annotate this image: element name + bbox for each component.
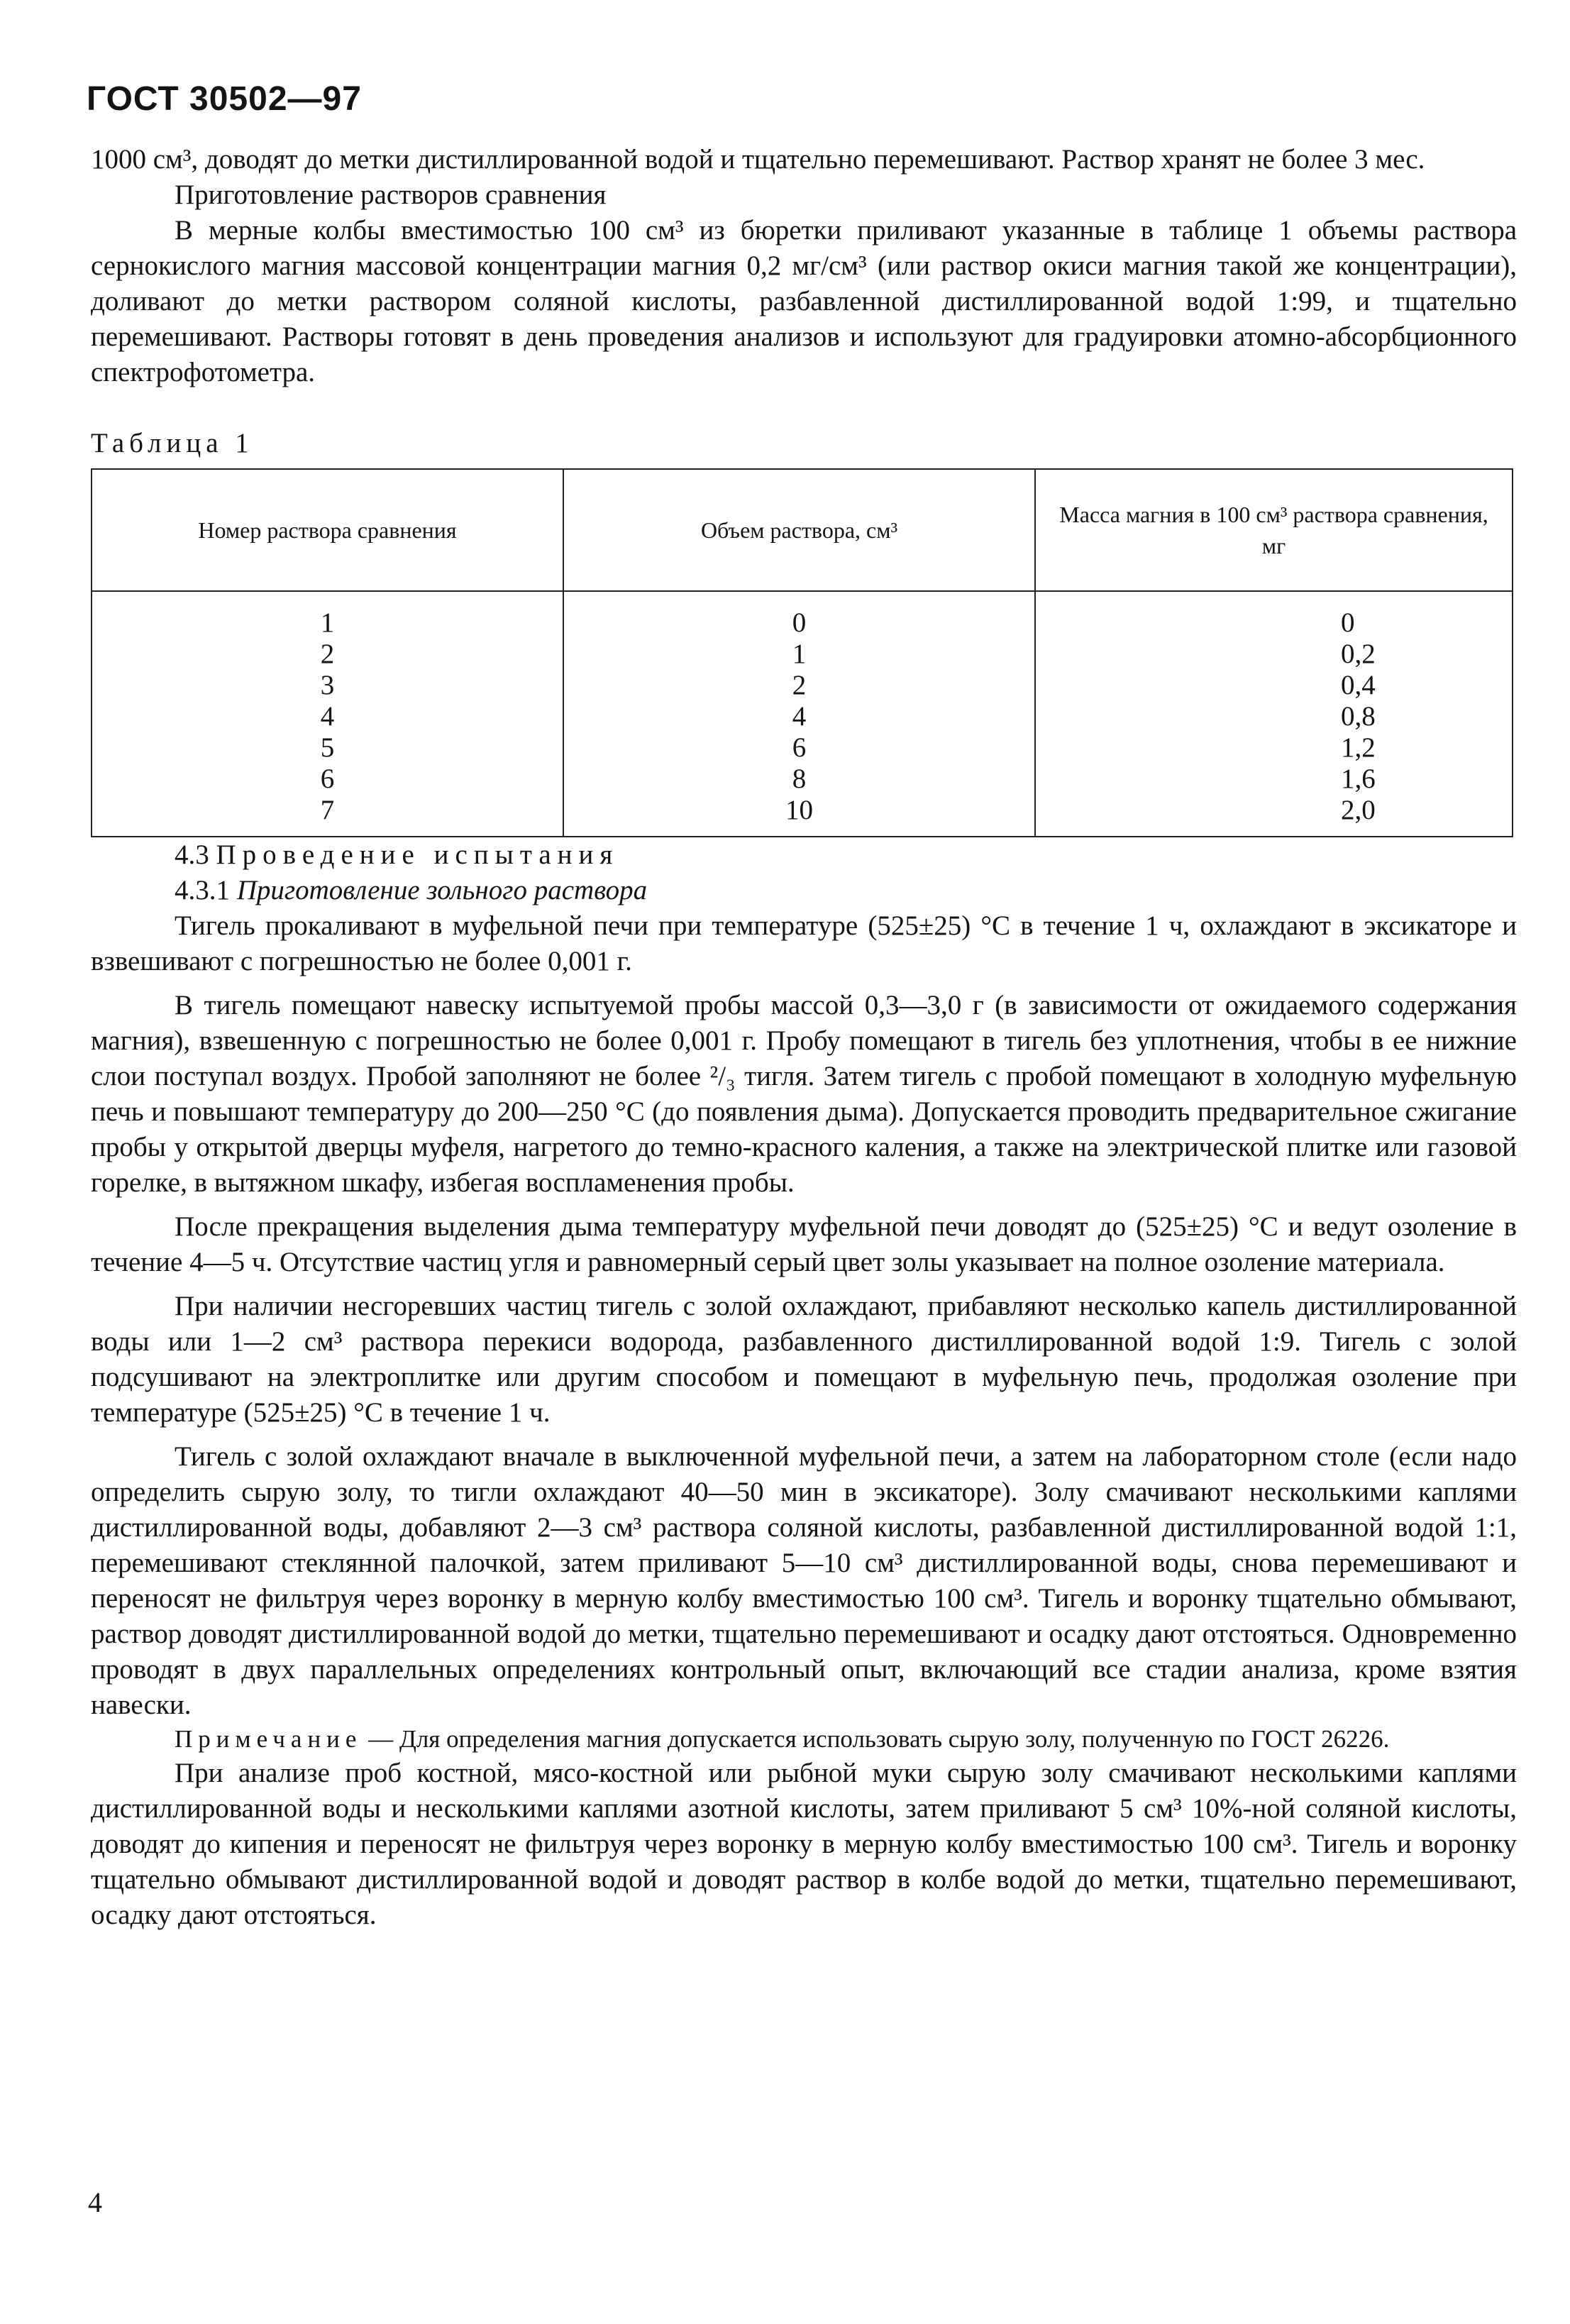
section-number: 4.3 — [175, 839, 209, 870]
paragraph-reference-solutions: В мерные колбы вместимостью 100 см³ из бюретки приливают указанные в таблице 1 объемы раствора сернокислого магния массовой концентрации магния 0,2 мг/см³ (или раствор окиси магния такой же концентрации), доливают до метки раствором соляной кислоты, разбавленной дистиллированной водой 1:99, и тщательно перемешивают. Растворы готовят в день проведения анализов и используют для градуировки атомно-абсорбционного спектрофотометра. — [91, 215, 1517, 387]
table-cell: 0,4 — [1035, 670, 1513, 701]
table-row — [92, 591, 1513, 639]
table-cell: 1 — [563, 639, 1035, 670]
paragraph-3: После прекращения выделения дыма температуру муфельной печи доводят до (525±25) °С и ведут озоление в течение 4—5 ч. Отсутствие частиц угля и равномерный серый цвет золы указывает на полное озоление материала. — [91, 1211, 1517, 1277]
column-header: Объем раствора, см³ — [563, 469, 1035, 591]
table-cell: 10 — [563, 795, 1035, 837]
paragraph-4: При наличии несгоревших частиц тигель с золой охлаждают, прибавляют несколько капель дистиллированной воды или 1—2 см³ раствора перекиси водорода, разбавленного дистиллированной водой 1:9. Тигель с золой подсушивают на электроплитке или другим способом и помещают в муфельную печь, продолжая озоление при температуре (525±25) °С в течение 1 ч. — [91, 1291, 1517, 1428]
paragraph-6: При анализе проб костной, мясо-костной или рыбной муки сырую золу смачивают несколькими каплями дистиллированной воды и несколькими каплями азотной кислоты, затем приливают 5 см³ 10%-ной соляной кислоты, доводят до кипения и переносят не фильтруя через воронку в мерную колбу вместимостью 100 см³. Тигель и воронку тщательно обмывают дистиллированной водой и доводят раствор в колбе водой до метки, тщательно перемешивают, осадку дают отстояться. — [91, 1758, 1517, 1930]
table-cell: 4 — [92, 701, 563, 732]
table-cell: 0 — [563, 591, 1035, 639]
table-row — [92, 795, 1513, 837]
table-row — [92, 732, 1513, 764]
page-number: 4 — [88, 2186, 102, 2218]
table-cell: 2 — [92, 639, 563, 670]
subheading-reference-solutions: Приготовление растворов сравнения — [175, 180, 607, 210]
subsection-heading-4-3-1 — [91, 873, 1517, 908]
table-cell: 6 — [563, 732, 1035, 764]
note-text: — Для определения магния допускается использовать сырую золу, полученную по ГОСТ 26226. — [362, 1725, 1390, 1753]
table-row — [92, 764, 1513, 795]
table-cell: 5 — [92, 732, 563, 764]
table-cell: 2,0 — [1035, 795, 1513, 837]
page-content — [91, 142, 1517, 1933]
note — [91, 1723, 1517, 1756]
paragraph-continuation: 1000 см³, доводят до метки дистиллированной водой и тщательно перемешивают. Раствор хранят не более 3 мес. — [91, 144, 1425, 175]
table-cell: 1 — [92, 591, 563, 639]
column-header: Номер раствора сравнения — [92, 469, 563, 591]
column-header: Масса магния в 100 см³ раствора сравнения, мг — [1035, 469, 1513, 591]
section-heading-4-3 — [91, 837, 1517, 873]
table-cell: 0 — [1035, 591, 1513, 639]
section-title: Проведение испытания — [216, 839, 619, 870]
table-1 — [91, 468, 1513, 837]
table-cell: 2 — [563, 670, 1035, 701]
table-cell: 1,2 — [1035, 732, 1513, 764]
table-row — [92, 701, 1513, 732]
paragraph-2: В тигель помещают навеску испытуемой пробы массой 0,3—3,0 г (в зависимости от ожидаемого содержания магния), взвешенную с погрешностью не более 0,001 г. Пробу помещают в тигель без уплотнения, чтобы в ее нижние слои поступал воздух. Пробой заполняют не более ²/₃ тигля. Затем тигель с пробой помещают в холодную муфельную печь и повышают температуру до 200—250 °С (до появления дыма). Допускается проводить предварительное сжигание пробы у открытой дверцы муфеля, нагретого до темно-красного каления, а также на электрической плитке или газовой горелке, в вытяжном шкафу, избегая воспламенения пробы. — [91, 990, 1517, 1198]
table-cell: 3 — [92, 670, 563, 701]
table-cell: 4 — [563, 701, 1035, 732]
table-cell: 1,6 — [1035, 764, 1513, 795]
table-row — [92, 670, 1513, 701]
document-header: ГОСТ 30502—97 — [87, 80, 362, 118]
table-cell: 0,2 — [1035, 639, 1513, 670]
table-cell: 6 — [92, 764, 563, 795]
table-header-row — [92, 469, 1513, 591]
note-label: Примечание — [175, 1725, 363, 1753]
subsection-title: Приготовление зольного раствора — [236, 875, 648, 905]
table-cell: 0,8 — [1035, 701, 1513, 732]
subsection-number: 4.3.1 — [175, 875, 230, 905]
table-cell: 7 — [92, 795, 563, 837]
table-cell: 8 — [563, 764, 1035, 795]
paragraph-5: Тигель с золой охлаждают вначале в выключенной муфельной печи, а затем на лабораторном столе (если надо определить сырую золу, то тигли охлаждают 40—50 мин в эксикаторе). Золу смачивают несколькими каплями дистиллированной воды, добавляют 2—3 см³ раствора соляной кислоты, разбавленной дистиллированной водой 1:1, перемешивают стеклянной палочкой, затем приливают 5—10 см³ дистиллированной воды, снова перемешивают и переносят не фильтруя через воронку в мерную колбу вместимостью 100 см³. Тигель и воронку тщательно обмывают, раствор доводят дистиллированной водой до метки, тщательно перемешивают и осадку дают отстояться. Одновременно проводят в двух параллельных определениях контрольный опыт, включающий все стадии анализа, кроме взятия навески. — [91, 1441, 1517, 1720]
paragraph-1: Тигель прокаливают в муфельной печи при температуре (525±25) °С в течение 1 ч, охлаждают в эксикаторе и взвешивают с погрешностью не более 0,001 г. — [91, 910, 1517, 976]
table-row — [92, 639, 1513, 670]
table-label: Таблица 1 — [91, 428, 254, 458]
